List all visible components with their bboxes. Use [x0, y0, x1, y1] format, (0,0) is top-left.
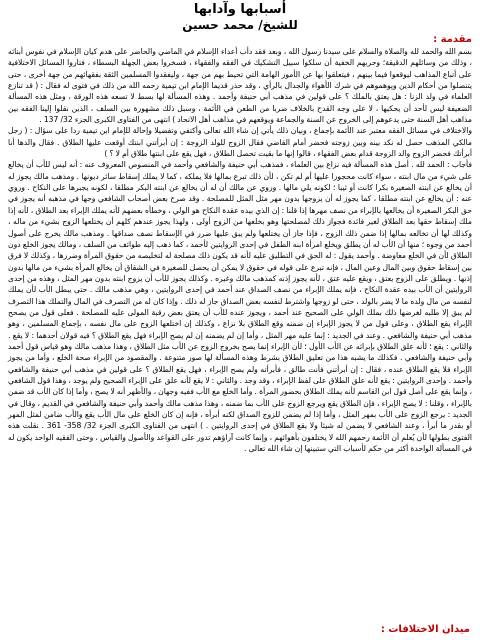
- paragraph: فأجاب : الحمد لله . أصل هذه المسألة فيه نزاع بين العلماء ، فمذهب أبي حنيفة والشافعي وأحمد في المنصوص المعروف عنه : أنه ليس للأب أن يخالع على شيء من مال ابنته ، سواء كانت محجورا عليها أم لم تكن ، لأن ذلك تبرع بمالها فلا يملكه ، كما لا يملك إسقاط سائر ديونها . ومذهب مالك يجوز له أن يخالع عن ابنته الصغيرة بكرا كانت أو ثيبا ؛ لكونه يلي مالها . وروي عن مالك أن له أن يخالع عن ابنته البكر مطلقا ، لكونه يجبرها على النكاح . وروي عنه : أن يخالع عن ابنته مطلقا ، كما يجوز له أن يزوجها بدون مهر مثل المثل للمصلحة . وقد صرح بعض أصحاب الشافعي وجها في مذهبه أنه يجوز في حق البكر الصغيرة أن يخالعها بالإبراء من نصف مهرها إذا قلنا : إن الذي بيده عقدة النكاح هو الولي ، وخطأه بعضهم لأنه يملك الإبراء بعد الطلاق ، لأنه إذا ملك إسقاط حقها بعد الطلاق لغير فائدة فجواز ذلك لمصلحتها وهو بخلعها من الزوج أولى ، ولهذا يجوز عندهم كلهم أن يختلعها الزوج بشيء من ماله ، وكذلك لها أن تخالعه بمالها إذا ضمن ذلك الزوج ، فإذا جاز أن يختلعها ولم يبق عليها ضرر في الإسقاط نصف صداقها . ومذهب مالك يخرج على أصول أحمد من وجوه ؛ منها أن الأب له أن يطلق ويخلع امرأة ابنه الطفل في إحدى الروايتين لأحمد ، كما ذهب إليه طوائف من السلف ، ومالك يجوز الخلع دون الطلاق لأن في الخلع معاوضة . وأحمد يقول : له الحق في التطليق عليه لأنه قد يكون ذلك مصلحة له لتخليصه من حقوق المرأة وضررها ، وكذلك لا فرق بين إسقاط حقوق وبين المال وعين المال ، فإنه تبرع على قوله في حقوق لا يمكن أن يحصل للصغيرة في الشقاق أن يخالع المرأة بشيء من مالها بدون إذنها . ويطلق على الزوج يعتق ، ويقع عليه عتق ، لأنه يجوز إذنه كمذهب مالك وغيره . وكذلك يجوز للأب أن يزوج ابنته بدون مهر المثل ، وهذه من إحدى الروايتين أن الأب بيده عقدة النكاح ، فإنه يملك الإبراء من نصف الصداق عند أحمد في إحدى الروايتين ، وهي مذهب مالك . حتى يبطل الأب لأن يملك لنفسه من مال ولده ما لا يضر بالولد ، حتى لو زوجها واشترط لنفسه بعض الصداق جاز له ذلك . وإذا كان له من التصرف في المال والتملك هذا التصرف لم يبق إلا طلبه لغرضها ذلك بملك الولي على الصحيح عند أحمد ، ويجوز عنده للأب أن يعتق بعض رقبة المولى عليه للمصلحة . فعلى قول من يصحح الإبراء يقع الطلاق ، وعلى قول من لا يجوز الإبراء إن ضمنه وقع الطلاق بلا نزاع ، وكذلك إن اختلعها الزوج على مال نفسه ، بإجماع المسلمين ، وهو مذهب أبي حنيفة والشافعي . وعند في الجديد : إنما عليه مهر المثل ، وأما إن لم يضمنه إن لم يصح الإبراء فهل يقع الطلاق ؟ فيه قولان أحدهما : لا يقع . والثاني : يقع ؛ لأنه علق الطلاق بإبرائه عن الأب الأول ؛ لأن الإبراء إنما يصح بخروج الزوج عن الأب مثل الطلاق ، وهذا مذهب مالك وهو قياس قول أحمد وأبي حنيفة والشافعي . فكذلك ما يشبه هذا من تعليق الطلاق بشرط وهذه المسألة لها صور متنوعة . والمقصود من الإبراء صحة الخلع ، وأما من يجوز الإبراء فلا يقع الطلاق عنده ، فقال : إن أبرأتني فأنت طالق ، فأبرأته ولم يصح الإبراء ، فهل يقع الطلاق ؟ على قولين في مذهب أبي حنيفة والشافعي وأحمد . وإحدى الروايتين : يقع لأنه علق الطلاق على لفظ الإبراء ، وقد وجد . والثاني : لا يقع لأنه علق على الإبراء الصحيح ولم يوجد ، وهذا قول الشافعي ، وإنما يقع على أصل قول ابن القاسم لأنه يملك الطلاق بحضور المرأة . وأما الخلع مع الأب ففيه وجهان ، والأظهر أنه لا يصح ، وأما إذا كان الأب قد ضمن بالإبراء ، وقلنا : لا يصح الإبراء ، فإن الطلاق يقع ويرجع الزوج على الأب بما ضمنه ، وهذا مذهب مالك وأحمد وأبي حنيفة والشافعي في القديم ، وقال في الجديد : يرجع الزوج على الأب بمهر المثل ، وأما إذا لم يضمن للزوج الصداق لكنه أبرأه ، فإنه إن كان الخلع على مال الأب يقع والأب ضامن لمثل المهر أو بقدر ما أبرأ ، وعند الشافعي لا يضمن له شيئا ولا يقع الطلاق في إحدى الروايتين . ) انتهى من الفتاوى الكبرى الجزء 32/ 358- 361 . نقلت هذه الفتوى بطولها لأن يُعلم أن الأئمة رحمهم الله لا يختلفون بأهوائهم ، وإنما كانت آراؤهم تدور على القواعد والأصول والقياس ، وحتى الفقيه الواحد يكون له في المسألة الواحدة أكثر من حكم لأسباب التي ستبينها إن شاء الله تعالى .: [8, 160, 472, 454]
- document-title: أسبابها وآدابها: [193, 2, 287, 17]
- document-author: للشيخ/ محمد حسين: [182, 18, 298, 32]
- paragraph: بسم الله والحمد لله والصلاة والسلام على سيدنا رسول الله ، وبعد فقد دأب أعداء الإسلام في الماضي والحاضر على هدم كيان الإسلام في نفوس أبنائه ، وذلك من وسائلهم الدقيقة؛ وحربهم الخفية أن سلكوا سبيل التشكيك في الفقه والفقهاء ، فسخروا بعض الجهلة البسطاء ، فتاروا المسائل الاختلافية على أتباع المذاهب ليوقعوا فيما بينهم ، فيتعلقوا بها عن الأمور الهامة التي تحيط بهم من جهة ، وليفقدوا المسلمين الثقة بفقهائهم من جهة أخرى ، حتى يتنصلوا من أحكام الدين ويوهموهم في شرك الأهواء والجدال بالرأي ، وقد حذر قديما الإمام ابن تيمية رحمه الله من ذلك في فتوى له فقال : ( قد تنازع العلماء في ولد الزنا : هل يعتق بالملك ؟ على قولين في مذهب أبي حنيفة وأحمد . وهذه المسألة لها بسط لا تسعه هذه الورقة ، ومثل هذه المسألة الضعيفة ليس لأحد أن يحكيها ، لا على وجه القدح بالخلاف ضربا من الطعن في الأئمة ، وسبل ذلك مشهورة بين السلف ، الذين نقلوا إلينا الفقه بين مذاهب أهل السنة حتى يدعوهم إلى الخروج عن السنة والجماعة ويوقعهم في مذاهب أهل الاتحاد ) انتهى من الفتاوى الكبرى الجزء 32/ 137 .: [8, 47, 472, 125]
- differences-heading: ميدان الاختلافات :: [380, 624, 470, 635]
- intro-heading: مقدمة :: [433, 34, 472, 45]
- paragraph: والاختلاف في مسائل الفقه معتبر عند الأئمة بإجماع ، وبيان ذلك يأتي إن شاء الله تعالى وأكتفي وتفضيلا وإحالة للإمام ابن تيمية ردا على سؤال : ( رجل مالكي المذهب حصل له نكد بينه وبين زوجته فحضر أمام القاضي فقال الزوج للولد الزوجة : إن أبرأتني ابنتك أوقعت عليها الطلاق . فقال والدها أنا أبرأتك فحضر الزوج والد الزوجة قدام بعض الفقهاء ، قالوا إنها ما بقيت تحصل الطلاق ، فهل يقع على ابنتها طلاق أم لا ؟ ): [8, 126, 472, 159]
- document-body: [8, 46, 472, 454]
